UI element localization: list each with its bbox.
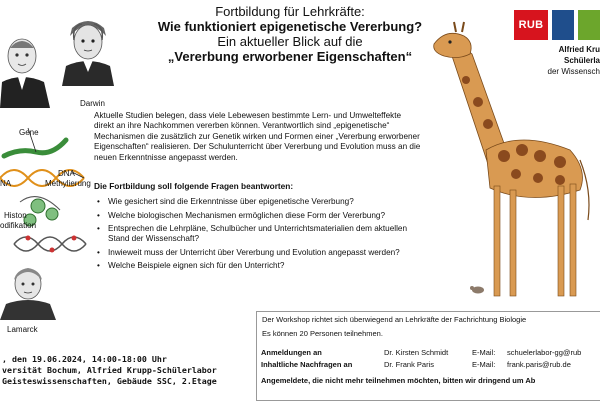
content-name: Dr. Frank Paris <box>384 360 435 369</box>
giraffe-illustration <box>420 10 600 310</box>
event-location: versität Bochum, Alfried Krupp-Schülerlabor <box>2 365 217 375</box>
question-item: • Welche biologischen Mechanismen ermöglichen diese Form der Vererbung? <box>94 211 424 221</box>
rub-badge: RUB <box>514 10 548 40</box>
header-subtitle: „Vererbung erworbener Eigenschaften“ <box>167 49 413 64</box>
event-building: Geisteswissenschaften, Gebäude SSC, 2.Etage <box>2 376 217 386</box>
question-item: • Entsprechen die Lehrpläne, Schulbücher und Unterrichtsmaterialien dem aktuellen Stand der Wissenschaft? <box>94 224 424 244</box>
logo-line-1: Alfried Kru <box>558 45 600 54</box>
workshop-audience: Der Workshop richtet sich überwiegend an Lehrkräfte der Fachrichtung Biologie <box>262 315 527 324</box>
event-date: , den 19.06.2024, 14:00-18:00 Uhr <box>2 354 167 364</box>
question-item: • Inwieweit muss der Unterricht über Vererbung und Evolution angepasst werden? <box>94 248 424 258</box>
lamarck-caption: Lamarck <box>7 325 38 334</box>
header-line-3: Ein aktueller Blick auf die <box>217 34 363 49</box>
content-email-link[interactable]: frank.paris@rub.de <box>507 360 571 369</box>
cancellation-note: Angemeldete, die nicht mehr teilnehmen möchten, bitten wir dringend um Ab <box>261 376 536 385</box>
workshop-capacity: Es können 20 Personen teilnehmen. <box>262 329 383 338</box>
histone-label-1: Histon <box>4 211 27 220</box>
gene-label: Gene <box>19 128 39 137</box>
header-line-1: Fortbildung für Lehrkräfte: <box>215 4 365 19</box>
registration-email-label: E-Mail: <box>472 348 496 357</box>
content-label: Inhaltliche Nachfragen an <box>261 360 353 369</box>
questions-heading: Die Fortbildung soll folgende Fragen beantworten: <box>94 181 294 191</box>
registration-email-link[interactable]: schuelerlabor-gg@rub <box>507 348 582 357</box>
questions-list <box>94 197 424 275</box>
content-email-label: E-Mail: <box>472 360 496 369</box>
dna-methylation-label-1: DNA <box>58 169 75 178</box>
header <box>140 4 440 64</box>
darwin-caption: Darwin <box>80 99 105 108</box>
registration-label: Anmeldungen an <box>261 348 322 357</box>
event-info <box>0 352 264 402</box>
histone-label-2: odifikation <box>0 221 37 230</box>
logo-line-3: der Wissensch <box>547 67 600 76</box>
registration-name: Dr. Kirsten Schmidt <box>384 348 449 357</box>
intro-paragraph: Aktuelle Studien belegen, dass viele Lebewesen bestimmte Lern- und Umwelteffekte direkt an ihre Nachkommen vererben können. Verantwortlich sind „epigenetische“ Mechanismen die zusätzlich zur Genetik wirken und Formen einer „Vererbung erworbener Eigenschaften“ realisieren. Der Schulunterricht über Vererbung und Evolution muss an die neuen Erkenntnisse angepasst werden. <box>94 111 421 162</box>
lamarck-portrait <box>0 262 56 320</box>
darwin-portrait <box>62 16 114 86</box>
mendel-portrait <box>0 30 52 108</box>
dna-methylation-label-2: Methylierung <box>45 179 91 188</box>
header-title: Wie funktioniert epigenetische Vererbung? <box>157 19 423 34</box>
question-item: • Wie gesichert sind die Erkenntnisse über epigenetische Vererbung? <box>94 197 424 207</box>
dna-left-label: NA <box>0 179 12 188</box>
question-item: • Welche Beispiele eignen sich für den Unterricht? <box>94 261 424 271</box>
logo-line-2: Schülerla <box>563 56 600 65</box>
